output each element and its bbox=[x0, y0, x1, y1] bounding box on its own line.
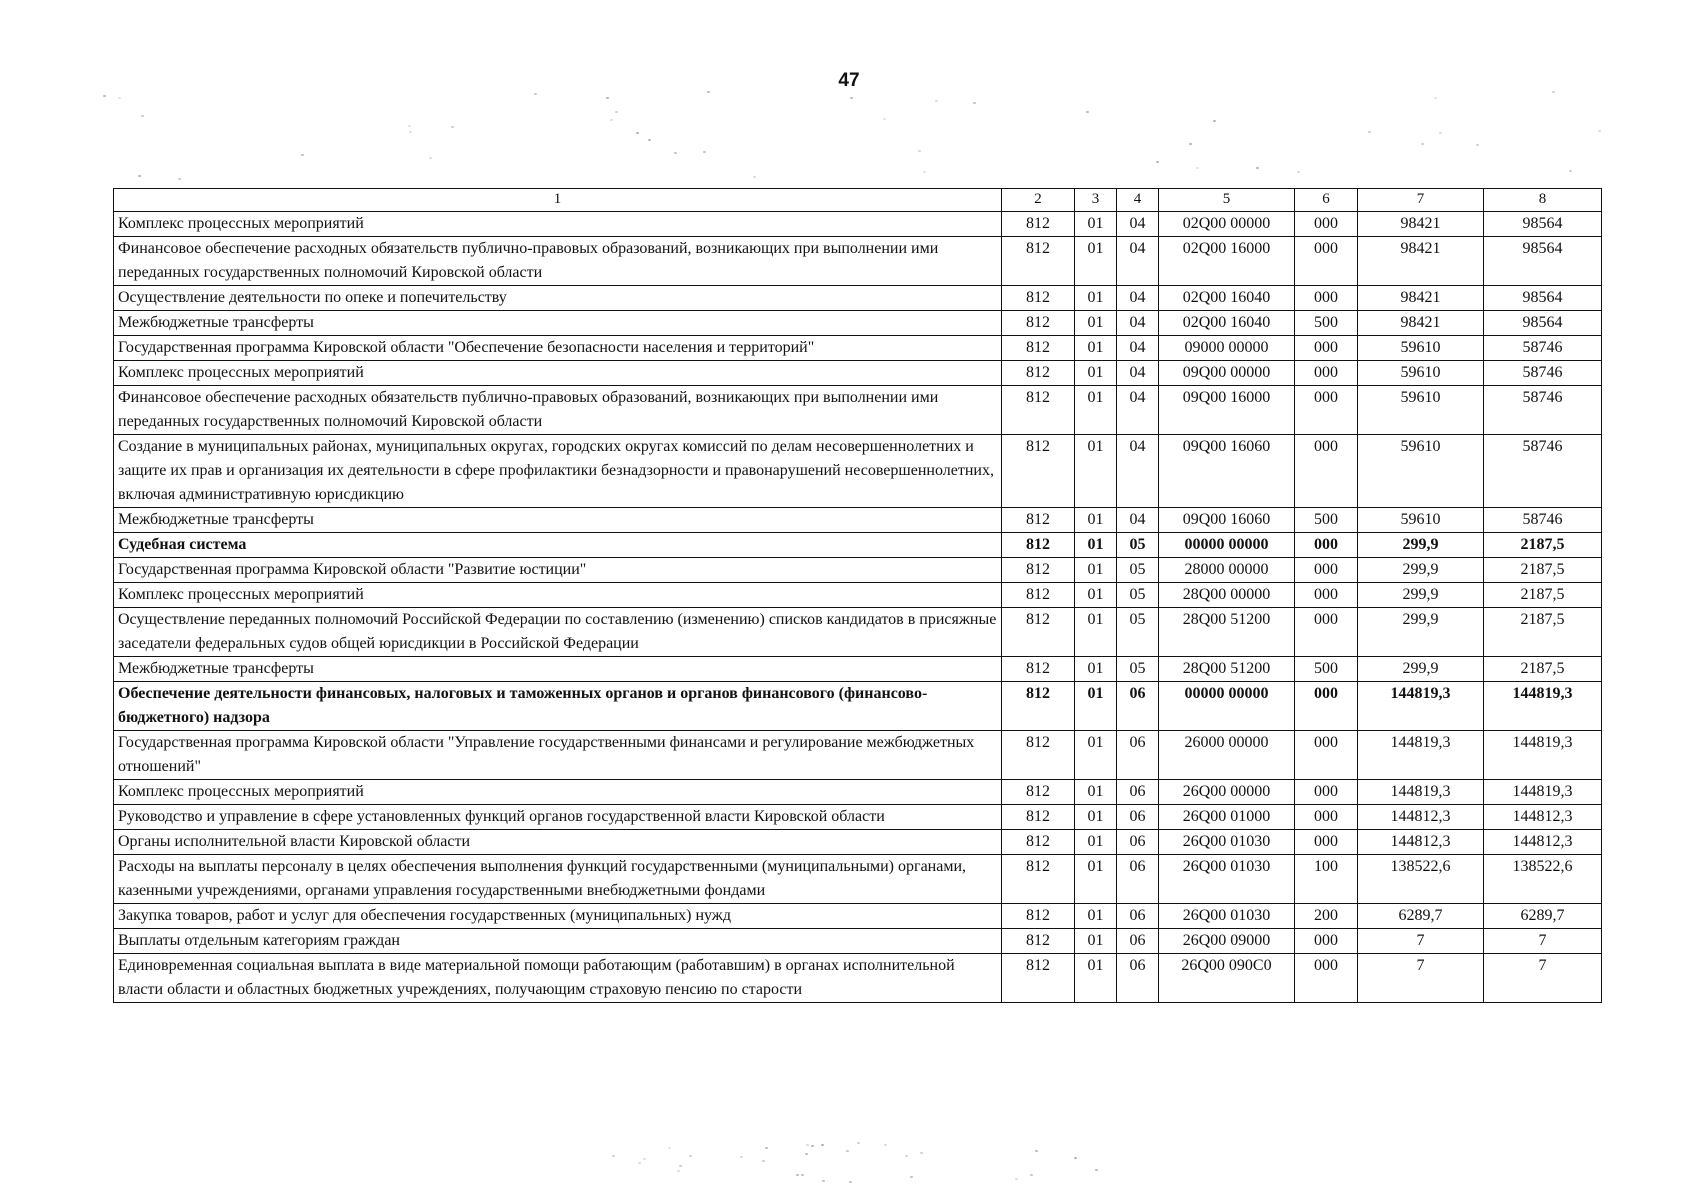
expense-type-cell: 000 bbox=[1295, 533, 1358, 558]
table-row bbox=[114, 608, 1602, 657]
code-cell: 812 bbox=[1002, 731, 1075, 780]
amount-cell: 2187,5 bbox=[1484, 558, 1602, 583]
row-name-cell: Органы исполнительной власти Кировской области bbox=[114, 830, 1002, 855]
scan-speck bbox=[429, 157, 432, 159]
amount-cell: 2187,5 bbox=[1484, 608, 1602, 657]
subsection-cell: 04 bbox=[1117, 237, 1159, 286]
code-cell: 812 bbox=[1002, 583, 1075, 608]
scan-speck bbox=[610, 119, 613, 121]
table-row bbox=[114, 336, 1602, 361]
expense-type-cell: 200 bbox=[1295, 904, 1358, 929]
scan-speck bbox=[703, 151, 706, 153]
scan-speck bbox=[1368, 131, 1371, 133]
code-cell: 812 bbox=[1002, 954, 1075, 1003]
row-name-cell: Судебная система bbox=[114, 533, 1002, 558]
row-name-cell: Выплаты отдельным категориям граждан bbox=[114, 929, 1002, 954]
amount-cell: 59610 bbox=[1358, 508, 1484, 533]
amount-cell: 98421 bbox=[1358, 311, 1484, 336]
scan-speck bbox=[849, 1181, 852, 1183]
row-name-cell: Комплекс процессных мероприятий bbox=[114, 780, 1002, 805]
row-name-cell: Межбюджетные трансферты bbox=[114, 311, 1002, 336]
scan-speck bbox=[1015, 1178, 1018, 1180]
target-article-cell: 09Q00 16000 bbox=[1159, 386, 1295, 435]
amount-cell: 59610 bbox=[1358, 361, 1484, 386]
expense-type-cell: 000 bbox=[1295, 929, 1358, 954]
scan-speck bbox=[920, 1152, 923, 1154]
subsection-cell: 06 bbox=[1117, 855, 1159, 904]
expense-type-cell: 000 bbox=[1295, 558, 1358, 583]
scan-speck bbox=[138, 175, 141, 177]
target-article-cell: 02Q00 16040 bbox=[1159, 311, 1295, 336]
scan-speck bbox=[1598, 130, 1601, 132]
scan-speck bbox=[740, 1156, 743, 1158]
table-body bbox=[114, 212, 1602, 1003]
scan-speck bbox=[1476, 144, 1479, 146]
amount-cell: 2187,5 bbox=[1484, 583, 1602, 608]
table-row bbox=[114, 237, 1602, 286]
subsection-cell: 05 bbox=[1117, 583, 1159, 608]
scan-speck bbox=[935, 100, 938, 102]
expense-type-cell: 000 bbox=[1295, 336, 1358, 361]
subsection-cell: 04 bbox=[1117, 361, 1159, 386]
column-header: 7 bbox=[1358, 189, 1484, 212]
scan-speck bbox=[1074, 1157, 1077, 1159]
subsection-cell: 06 bbox=[1117, 805, 1159, 830]
amount-cell: 299,9 bbox=[1358, 608, 1484, 657]
amount-cell: 98564 bbox=[1484, 212, 1602, 237]
table-row bbox=[114, 954, 1602, 1003]
column-header: 4 bbox=[1117, 189, 1159, 212]
section-cell: 01 bbox=[1075, 311, 1117, 336]
column-header: 6 bbox=[1295, 189, 1358, 212]
target-article-cell: 26Q00 090C0 bbox=[1159, 954, 1295, 1003]
section-cell: 01 bbox=[1075, 386, 1117, 435]
section-cell: 01 bbox=[1075, 805, 1117, 830]
table-row bbox=[114, 805, 1602, 830]
subsection-cell: 05 bbox=[1117, 558, 1159, 583]
section-cell: 01 bbox=[1075, 286, 1117, 311]
amount-cell: 59610 bbox=[1358, 435, 1484, 508]
amount-cell: 59610 bbox=[1358, 386, 1484, 435]
subsection-cell: 05 bbox=[1117, 608, 1159, 657]
expense-type-cell: 000 bbox=[1295, 805, 1358, 830]
table-row bbox=[114, 657, 1602, 682]
target-article-cell: 00000 00000 bbox=[1159, 533, 1295, 558]
scan-speck bbox=[753, 176, 756, 178]
scan-speck bbox=[118, 97, 121, 99]
code-cell: 812 bbox=[1002, 929, 1075, 954]
section-cell: 01 bbox=[1075, 780, 1117, 805]
row-name-cell: Государственная программа Кировской области "Развитие юстиции" bbox=[114, 558, 1002, 583]
scan-speck bbox=[973, 102, 976, 104]
code-cell: 812 bbox=[1002, 237, 1075, 286]
code-cell: 812 bbox=[1002, 830, 1075, 855]
expense-type-cell: 500 bbox=[1295, 311, 1358, 336]
section-cell: 01 bbox=[1075, 237, 1117, 286]
table-row bbox=[114, 583, 1602, 608]
code-cell: 812 bbox=[1002, 435, 1075, 508]
amount-cell: 58746 bbox=[1484, 336, 1602, 361]
target-article-cell: 26Q00 01000 bbox=[1159, 805, 1295, 830]
section-cell: 01 bbox=[1075, 583, 1117, 608]
table-row bbox=[114, 929, 1602, 954]
scan-speck bbox=[796, 1174, 799, 1176]
scan-speck bbox=[1439, 132, 1442, 134]
row-name-cell: Расходы на выплаты персоналу в целях обеспечения выполнения функций государственными (муниципальными) органами, казенными учреждениями, органами управления государственными внебюджетными фондами bbox=[114, 855, 1002, 904]
table-row bbox=[114, 361, 1602, 386]
target-article-cell: 09Q00 00000 bbox=[1159, 361, 1295, 386]
scan-speck bbox=[1035, 1150, 1038, 1152]
scan-speck bbox=[638, 1162, 641, 1164]
scan-speck bbox=[1297, 171, 1300, 173]
scan-speck bbox=[923, 171, 926, 173]
expense-type-cell: 000 bbox=[1295, 731, 1358, 780]
scan-speck bbox=[679, 1165, 682, 1167]
amount-cell: 144819,3 bbox=[1484, 731, 1602, 780]
row-name-cell: Комплекс процессных мероприятий bbox=[114, 361, 1002, 386]
section-cell: 01 bbox=[1075, 682, 1117, 731]
amount-cell: 2187,5 bbox=[1484, 533, 1602, 558]
row-name-cell: Комплекс процессных мероприятий bbox=[114, 212, 1002, 237]
scan-speck bbox=[636, 132, 639, 134]
amount-cell: 98421 bbox=[1358, 212, 1484, 237]
subsection-cell: 06 bbox=[1117, 929, 1159, 954]
subsection-cell: 04 bbox=[1117, 212, 1159, 237]
row-name-cell: Осуществление переданных полномочий Российской Федерации по составлению (изменению) списков кандидатов в присяжные заседатели федеральных судов общей юрисдикции в Российской Федерации bbox=[114, 608, 1002, 657]
amount-cell: 144819,3 bbox=[1484, 682, 1602, 731]
scan-speck bbox=[846, 1150, 849, 1152]
code-cell: 812 bbox=[1002, 533, 1075, 558]
subsection-cell: 06 bbox=[1117, 731, 1159, 780]
code-cell: 812 bbox=[1002, 657, 1075, 682]
subsection-cell: 04 bbox=[1117, 435, 1159, 508]
scan-speck bbox=[910, 1176, 913, 1178]
expense-type-cell: 000 bbox=[1295, 435, 1358, 508]
amount-cell: 7 bbox=[1358, 929, 1484, 954]
table-row bbox=[114, 780, 1602, 805]
amount-cell: 7 bbox=[1358, 954, 1484, 1003]
scan-speck bbox=[806, 1144, 809, 1146]
scan-speck bbox=[534, 93, 537, 95]
expense-type-cell: 000 bbox=[1295, 237, 1358, 286]
scan-speck bbox=[1095, 1169, 1098, 1171]
code-cell: 812 bbox=[1002, 904, 1075, 929]
row-name-cell: Комплекс процессных мероприятий bbox=[114, 583, 1002, 608]
section-cell: 01 bbox=[1075, 361, 1117, 386]
scan-speck bbox=[648, 139, 651, 141]
amount-cell: 138522,6 bbox=[1484, 855, 1602, 904]
row-name-cell: Финансовое обеспечение расходных обязательств публично-правовых образований, возникающих при выполнении ими переданных государственных полномочий Кировской области bbox=[114, 237, 1002, 286]
row-name-cell: Финансовое обеспечение расходных обязательств публично-правовых образований, возникающих при выполнении ими переданных государственных полномочий Кировской области bbox=[114, 386, 1002, 435]
code-cell: 812 bbox=[1002, 361, 1075, 386]
scan-speck bbox=[668, 1147, 671, 1149]
table-row bbox=[114, 286, 1602, 311]
row-name-cell: Единовременная социальная выплата в виде материальной помощи работающим (работавшим) в органах исполнительной власти области и областных бюджетных учреждениях, получающим страховую пенсию по старости bbox=[114, 954, 1002, 1003]
scan-speck bbox=[612, 1155, 615, 1157]
scan-speck bbox=[1196, 167, 1199, 169]
target-article-cell: 28Q00 51200 bbox=[1159, 657, 1295, 682]
scan-speck bbox=[178, 178, 181, 180]
table-row bbox=[114, 904, 1602, 929]
amount-cell: 98564 bbox=[1484, 311, 1602, 336]
target-article-cell: 00000 00000 bbox=[1159, 682, 1295, 731]
table-row bbox=[114, 508, 1602, 533]
expense-type-cell: 000 bbox=[1295, 682, 1358, 731]
target-article-cell: 02Q00 16000 bbox=[1159, 237, 1295, 286]
target-article-cell: 26Q00 00000 bbox=[1159, 780, 1295, 805]
expense-type-cell: 000 bbox=[1295, 954, 1358, 1003]
amount-cell: 58746 bbox=[1484, 386, 1602, 435]
scan-speck bbox=[811, 1145, 814, 1147]
table-row bbox=[114, 558, 1602, 583]
amount-cell: 144819,3 bbox=[1358, 731, 1484, 780]
target-article-cell: 26Q00 09000 bbox=[1159, 929, 1295, 954]
scan-speck bbox=[821, 1144, 824, 1146]
scan-speck bbox=[857, 1142, 860, 1144]
code-cell: 812 bbox=[1002, 286, 1075, 311]
scan-speck bbox=[1552, 91, 1555, 93]
scan-speck bbox=[674, 152, 677, 154]
amount-cell: 7 bbox=[1484, 929, 1602, 954]
column-header: 5 bbox=[1159, 189, 1295, 212]
amount-cell: 6289,7 bbox=[1358, 904, 1484, 929]
code-cell: 812 bbox=[1002, 386, 1075, 435]
subsection-cell: 06 bbox=[1117, 954, 1159, 1003]
scan-speck bbox=[1156, 161, 1159, 163]
scan-speck bbox=[689, 1155, 692, 1157]
section-cell: 01 bbox=[1075, 508, 1117, 533]
row-name-cell: Межбюджетные трансферты bbox=[114, 657, 1002, 682]
section-cell: 01 bbox=[1075, 435, 1117, 508]
section-cell: 01 bbox=[1075, 533, 1117, 558]
column-header: 1 bbox=[114, 189, 1002, 212]
amount-cell: 58746 bbox=[1484, 435, 1602, 508]
code-cell: 812 bbox=[1002, 805, 1075, 830]
table-row bbox=[114, 830, 1602, 855]
code-cell: 812 bbox=[1002, 558, 1075, 583]
scan-speck bbox=[850, 97, 853, 99]
code-cell: 812 bbox=[1002, 608, 1075, 657]
column-header: 3 bbox=[1075, 189, 1117, 212]
amount-cell: 2187,5 bbox=[1484, 657, 1602, 682]
table-row bbox=[114, 435, 1602, 508]
expense-type-cell: 000 bbox=[1295, 361, 1358, 386]
scan-speck bbox=[883, 118, 886, 120]
target-article-cell: 28Q00 00000 bbox=[1159, 583, 1295, 608]
scan-speck bbox=[408, 125, 411, 127]
section-cell: 01 bbox=[1075, 212, 1117, 237]
expense-type-cell: 000 bbox=[1295, 608, 1358, 657]
expense-type-cell: 100 bbox=[1295, 855, 1358, 904]
budget-table bbox=[113, 188, 1602, 1003]
scan-speck bbox=[707, 91, 710, 93]
scan-speck bbox=[918, 150, 921, 152]
expense-type-cell: 000 bbox=[1295, 780, 1358, 805]
row-name-cell: Закупка товаров, работ и услуг для обеспечения государственных (муниципальных) нужд bbox=[114, 904, 1002, 929]
amount-cell: 299,9 bbox=[1358, 657, 1484, 682]
code-cell: 812 bbox=[1002, 311, 1075, 336]
amount-cell: 299,9 bbox=[1358, 533, 1484, 558]
section-cell: 01 bbox=[1075, 608, 1117, 657]
target-article-cell: 02Q00 00000 bbox=[1159, 212, 1295, 237]
scan-speck bbox=[765, 1147, 768, 1149]
section-cell: 01 bbox=[1075, 336, 1117, 361]
scan-speck bbox=[301, 154, 304, 156]
target-article-cell: 09000 00000 bbox=[1159, 336, 1295, 361]
target-article-cell: 26000 00000 bbox=[1159, 731, 1295, 780]
subsection-cell: 06 bbox=[1117, 904, 1159, 929]
target-article-cell: 09Q00 16060 bbox=[1159, 508, 1295, 533]
expense-type-cell: 000 bbox=[1295, 386, 1358, 435]
expense-type-cell: 000 bbox=[1295, 212, 1358, 237]
code-cell: 812 bbox=[1002, 336, 1075, 361]
expense-type-cell: 500 bbox=[1295, 508, 1358, 533]
section-cell: 01 bbox=[1075, 731, 1117, 780]
amount-cell: 59610 bbox=[1358, 336, 1484, 361]
amount-cell: 98421 bbox=[1358, 237, 1484, 286]
expense-type-cell: 000 bbox=[1295, 286, 1358, 311]
row-name-cell: Межбюджетные трансферты bbox=[114, 508, 1002, 533]
amount-cell: 299,9 bbox=[1358, 558, 1484, 583]
amount-cell: 58746 bbox=[1484, 361, 1602, 386]
page-number: 47 bbox=[838, 70, 860, 91]
table-header-row bbox=[114, 189, 1602, 212]
scan-speck bbox=[805, 1153, 808, 1155]
scan-speck bbox=[1030, 1174, 1033, 1176]
scan-speck bbox=[1086, 111, 1089, 113]
target-article-cell: 28000 00000 bbox=[1159, 558, 1295, 583]
amount-cell: 299,9 bbox=[1358, 583, 1484, 608]
amount-cell: 144812,3 bbox=[1484, 830, 1602, 855]
table-row bbox=[114, 386, 1602, 435]
subsection-cell: 04 bbox=[1117, 508, 1159, 533]
scan-speck bbox=[905, 1155, 908, 1157]
expense-type-cell: 000 bbox=[1295, 583, 1358, 608]
scan-speck bbox=[643, 1158, 646, 1160]
scan-speck bbox=[822, 1180, 825, 1182]
scan-speck bbox=[1434, 97, 1437, 99]
scan-speck bbox=[409, 131, 412, 133]
amount-cell: 144812,3 bbox=[1358, 830, 1484, 855]
table-row bbox=[114, 311, 1602, 336]
amount-cell: 144812,3 bbox=[1358, 805, 1484, 830]
subsection-cell: 04 bbox=[1117, 311, 1159, 336]
subsection-cell: 06 bbox=[1117, 780, 1159, 805]
scan-speck bbox=[677, 1170, 680, 1172]
row-name-cell: Государственная программа Кировской области "Управление государственными финансами и регулирование межбюджетных отношений" bbox=[114, 731, 1002, 780]
section-cell: 01 bbox=[1075, 929, 1117, 954]
subsection-cell: 04 bbox=[1117, 386, 1159, 435]
column-header: 2 bbox=[1002, 189, 1075, 212]
target-article-cell: 26Q00 01030 bbox=[1159, 855, 1295, 904]
section-cell: 01 bbox=[1075, 657, 1117, 682]
amount-cell: 6289,7 bbox=[1484, 904, 1602, 929]
scan-speck bbox=[606, 97, 609, 99]
scan-speck bbox=[103, 95, 106, 97]
scan-speck bbox=[1189, 143, 1192, 145]
subsection-cell: 05 bbox=[1117, 533, 1159, 558]
subsection-cell: 04 bbox=[1117, 336, 1159, 361]
row-name-cell: Руководство и управление в сфере установленных функций органов государственной власти Кировской области bbox=[114, 805, 1002, 830]
subsection-cell: 04 bbox=[1117, 286, 1159, 311]
scan-speck bbox=[615, 111, 618, 113]
expense-type-cell: 500 bbox=[1295, 657, 1358, 682]
code-cell: 812 bbox=[1002, 212, 1075, 237]
target-article-cell: 26Q00 01030 bbox=[1159, 830, 1295, 855]
scan-speck bbox=[801, 1174, 804, 1176]
amount-cell: 98564 bbox=[1484, 286, 1602, 311]
scan-speck bbox=[1213, 120, 1216, 122]
subsection-cell: 06 bbox=[1117, 830, 1159, 855]
amount-cell: 7 bbox=[1484, 954, 1602, 1003]
section-cell: 01 bbox=[1075, 558, 1117, 583]
amount-cell: 144819,3 bbox=[1484, 780, 1602, 805]
section-cell: 01 bbox=[1075, 830, 1117, 855]
row-name-cell: Осуществление деятельности по опеке и попечительству bbox=[114, 286, 1002, 311]
table-row bbox=[114, 855, 1602, 904]
row-name-cell: Государственная программа Кировской области "Обеспечение безопасности населения и территорий" bbox=[114, 336, 1002, 361]
scan-speck bbox=[1421, 143, 1424, 145]
target-article-cell: 28Q00 51200 bbox=[1159, 608, 1295, 657]
expense-type-cell: 000 bbox=[1295, 830, 1358, 855]
table-row bbox=[114, 212, 1602, 237]
section-cell: 01 bbox=[1075, 904, 1117, 929]
row-name-cell: Обеспечение деятельности финансовых, налоговых и таможенных органов и органов финансового (финансово-бюджетного) надзора bbox=[114, 682, 1002, 731]
column-header: 8 bbox=[1484, 189, 1602, 212]
amount-cell: 58746 bbox=[1484, 508, 1602, 533]
amount-cell: 98421 bbox=[1358, 286, 1484, 311]
scan-speck bbox=[762, 1160, 765, 1162]
section-cell: 01 bbox=[1075, 954, 1117, 1003]
amount-cell: 144812,3 bbox=[1484, 805, 1602, 830]
scan-speck bbox=[451, 126, 454, 128]
target-article-cell: 26Q00 01030 bbox=[1159, 904, 1295, 929]
scan-speck bbox=[1256, 167, 1259, 169]
amount-cell: 138522,6 bbox=[1358, 855, 1484, 904]
target-article-cell: 02Q00 16040 bbox=[1159, 286, 1295, 311]
table-row bbox=[114, 682, 1602, 731]
amount-cell: 98564 bbox=[1484, 237, 1602, 286]
subsection-cell: 05 bbox=[1117, 657, 1159, 682]
code-cell: 812 bbox=[1002, 682, 1075, 731]
code-cell: 812 bbox=[1002, 508, 1075, 533]
subsection-cell: 06 bbox=[1117, 682, 1159, 731]
row-name-cell: Создание в муниципальных районах, муниципальных округах, городских округах комиссий по делам несовершеннолетних и защите их прав и организация их деятельности в сфере профилактики безнадзорности и правонарушений несовершеннолетних, включая административную юрисдикцию bbox=[114, 435, 1002, 508]
target-article-cell: 09Q00 16060 bbox=[1159, 435, 1295, 508]
scan-speck bbox=[884, 1144, 887, 1146]
table-row bbox=[114, 731, 1602, 780]
amount-cell: 144819,3 bbox=[1358, 682, 1484, 731]
table-row bbox=[114, 533, 1602, 558]
code-cell: 812 bbox=[1002, 855, 1075, 904]
amount-cell: 144819,3 bbox=[1358, 780, 1484, 805]
scan-speck bbox=[1569, 170, 1572, 172]
scan-speck bbox=[141, 115, 144, 117]
section-cell: 01 bbox=[1075, 855, 1117, 904]
code-cell: 812 bbox=[1002, 780, 1075, 805]
